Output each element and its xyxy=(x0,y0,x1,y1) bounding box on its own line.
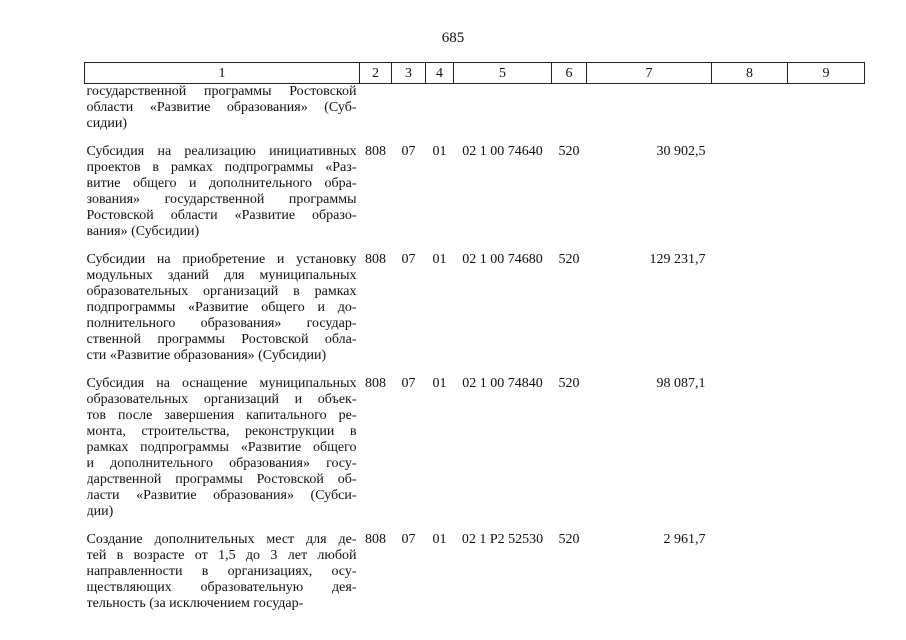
row-description xyxy=(85,376,360,532)
row-col-9 xyxy=(788,252,865,376)
row-code-3: 07 xyxy=(401,252,416,267)
description-line: рамках подпрограммы «Развитие общего xyxy=(86,440,357,455)
row-code-5: 02 1 00 74840 xyxy=(462,376,543,391)
description-line: и дополнительного образования» госу- xyxy=(86,456,357,471)
description-line: тельность (за исключением государ- xyxy=(86,596,304,611)
description-line: дии) xyxy=(86,504,114,519)
row-code-6: 520 xyxy=(558,376,580,391)
row-code-4: 01 xyxy=(432,252,447,267)
row-code-6: 520 xyxy=(558,144,580,159)
description-line: Создание дополнительных мест для де- xyxy=(86,532,357,547)
row-col-9 xyxy=(788,144,865,252)
description-line: подпрограммы «Развитие общего и до- xyxy=(86,300,357,315)
header-row xyxy=(85,63,865,84)
row-code-3 xyxy=(392,84,426,145)
row-code-4: 01 xyxy=(432,144,447,159)
header-col-1: 1 xyxy=(85,63,360,84)
header-col-6: 6 xyxy=(552,63,587,84)
table-row xyxy=(85,84,865,145)
row-col-9 xyxy=(788,532,865,624)
row-code-6: 520 xyxy=(558,532,580,547)
description-line: ществляющих образовательную дея- xyxy=(86,580,357,595)
row-col-9 xyxy=(788,376,865,532)
row-description xyxy=(85,532,360,624)
row-code-6: 520 xyxy=(558,252,580,267)
row-code-2 xyxy=(360,84,392,145)
header-col-8: 8 xyxy=(712,63,788,84)
row-description xyxy=(85,252,360,376)
row-code-3: 07 xyxy=(401,532,416,547)
header-col-7: 7 xyxy=(587,63,712,84)
description-line: Ростовской области «Развитие образо- xyxy=(86,208,357,223)
row-code-3: 07 xyxy=(401,376,416,391)
row-code-4: 01 xyxy=(432,532,447,547)
budget-table xyxy=(84,62,865,624)
description-line: вания» (Субсидии) xyxy=(86,224,200,239)
description-line: монта, строительства, реконструкции в xyxy=(86,424,357,439)
row-col-8 xyxy=(712,376,788,532)
row-code-5: 02 1 P2 52530 xyxy=(461,532,544,547)
description-line: Субсидия на оснащение муниципальных xyxy=(86,376,357,391)
row-code-4 xyxy=(426,84,454,145)
row-amount: 30 902,5 xyxy=(656,144,706,159)
row-amount xyxy=(587,84,712,145)
row-code-5: 02 1 00 74680 xyxy=(462,252,543,267)
table-row xyxy=(85,252,865,376)
row-code-4: 01 xyxy=(432,376,447,391)
description-line: направленности в организациях, осу- xyxy=(86,564,357,579)
description-line: государственной программы Ростовской xyxy=(86,84,357,99)
row-amount: 98 087,1 xyxy=(656,376,706,391)
description-line: образовательных организаций и объек- xyxy=(86,392,357,407)
row-col-9 xyxy=(788,84,865,145)
table-header xyxy=(85,63,865,84)
header-col-4: 4 xyxy=(426,63,454,84)
description-line: проектов в рамках подпрограммы «Раз- xyxy=(86,160,357,175)
row-code-2: 808 xyxy=(365,532,386,547)
description-line: ласти «Развитие образования» (Субси- xyxy=(86,488,357,503)
header-col-2: 2 xyxy=(360,63,392,84)
description-line: образовательных организаций в рамках xyxy=(86,284,357,299)
row-code-3: 07 xyxy=(401,144,416,159)
description-line: тей в возрасте от 1,5 до 3 лет любой xyxy=(86,548,357,563)
description-line: модульных зданий для муниципальных xyxy=(86,268,357,283)
description-line: витие общего и дополнительного обра- xyxy=(86,176,357,191)
description-line: сти «Развитие образования» (Субсидии) xyxy=(86,348,327,363)
description-line: дарственной программы Ростовской об- xyxy=(86,472,357,487)
description-line: Субсидии на приобретение и установку xyxy=(86,252,357,267)
table-row xyxy=(85,532,865,624)
description-line: сидии) xyxy=(86,116,127,131)
page-number: 685 xyxy=(441,30,465,46)
header-col-3: 3 xyxy=(392,63,426,84)
description-line: полнительного образования» государ- xyxy=(86,316,357,331)
row-code-2: 808 xyxy=(365,144,386,159)
row-code-2: 808 xyxy=(365,376,386,391)
description-line: ственной программы Ростовской обла- xyxy=(86,332,357,347)
table-row xyxy=(85,144,865,252)
row-code-5 xyxy=(454,84,552,145)
header-col-5: 5 xyxy=(454,63,552,84)
header-col-9: 9 xyxy=(788,63,865,84)
description-line: области «Развитие образования» (Суб- xyxy=(86,100,357,115)
row-amount: 129 231,7 xyxy=(649,252,706,267)
row-code-2: 808 xyxy=(365,252,386,267)
row-description xyxy=(85,144,360,252)
description-line: тов после завершения капитального ре- xyxy=(86,408,357,423)
row-code-5: 02 1 00 74640 xyxy=(462,144,543,159)
table-row xyxy=(85,376,865,532)
row-description xyxy=(85,84,360,145)
description-line: зования» государственной программы xyxy=(86,192,357,207)
table-body xyxy=(85,84,865,625)
row-col-8 xyxy=(712,84,788,145)
description-line: Субсидия на реализацию инициативных xyxy=(86,144,357,159)
row-col-8 xyxy=(712,252,788,376)
row-col-8 xyxy=(712,144,788,252)
row-amount: 2 961,7 xyxy=(663,532,706,547)
row-code-6 xyxy=(552,84,587,145)
row-col-8 xyxy=(712,532,788,624)
